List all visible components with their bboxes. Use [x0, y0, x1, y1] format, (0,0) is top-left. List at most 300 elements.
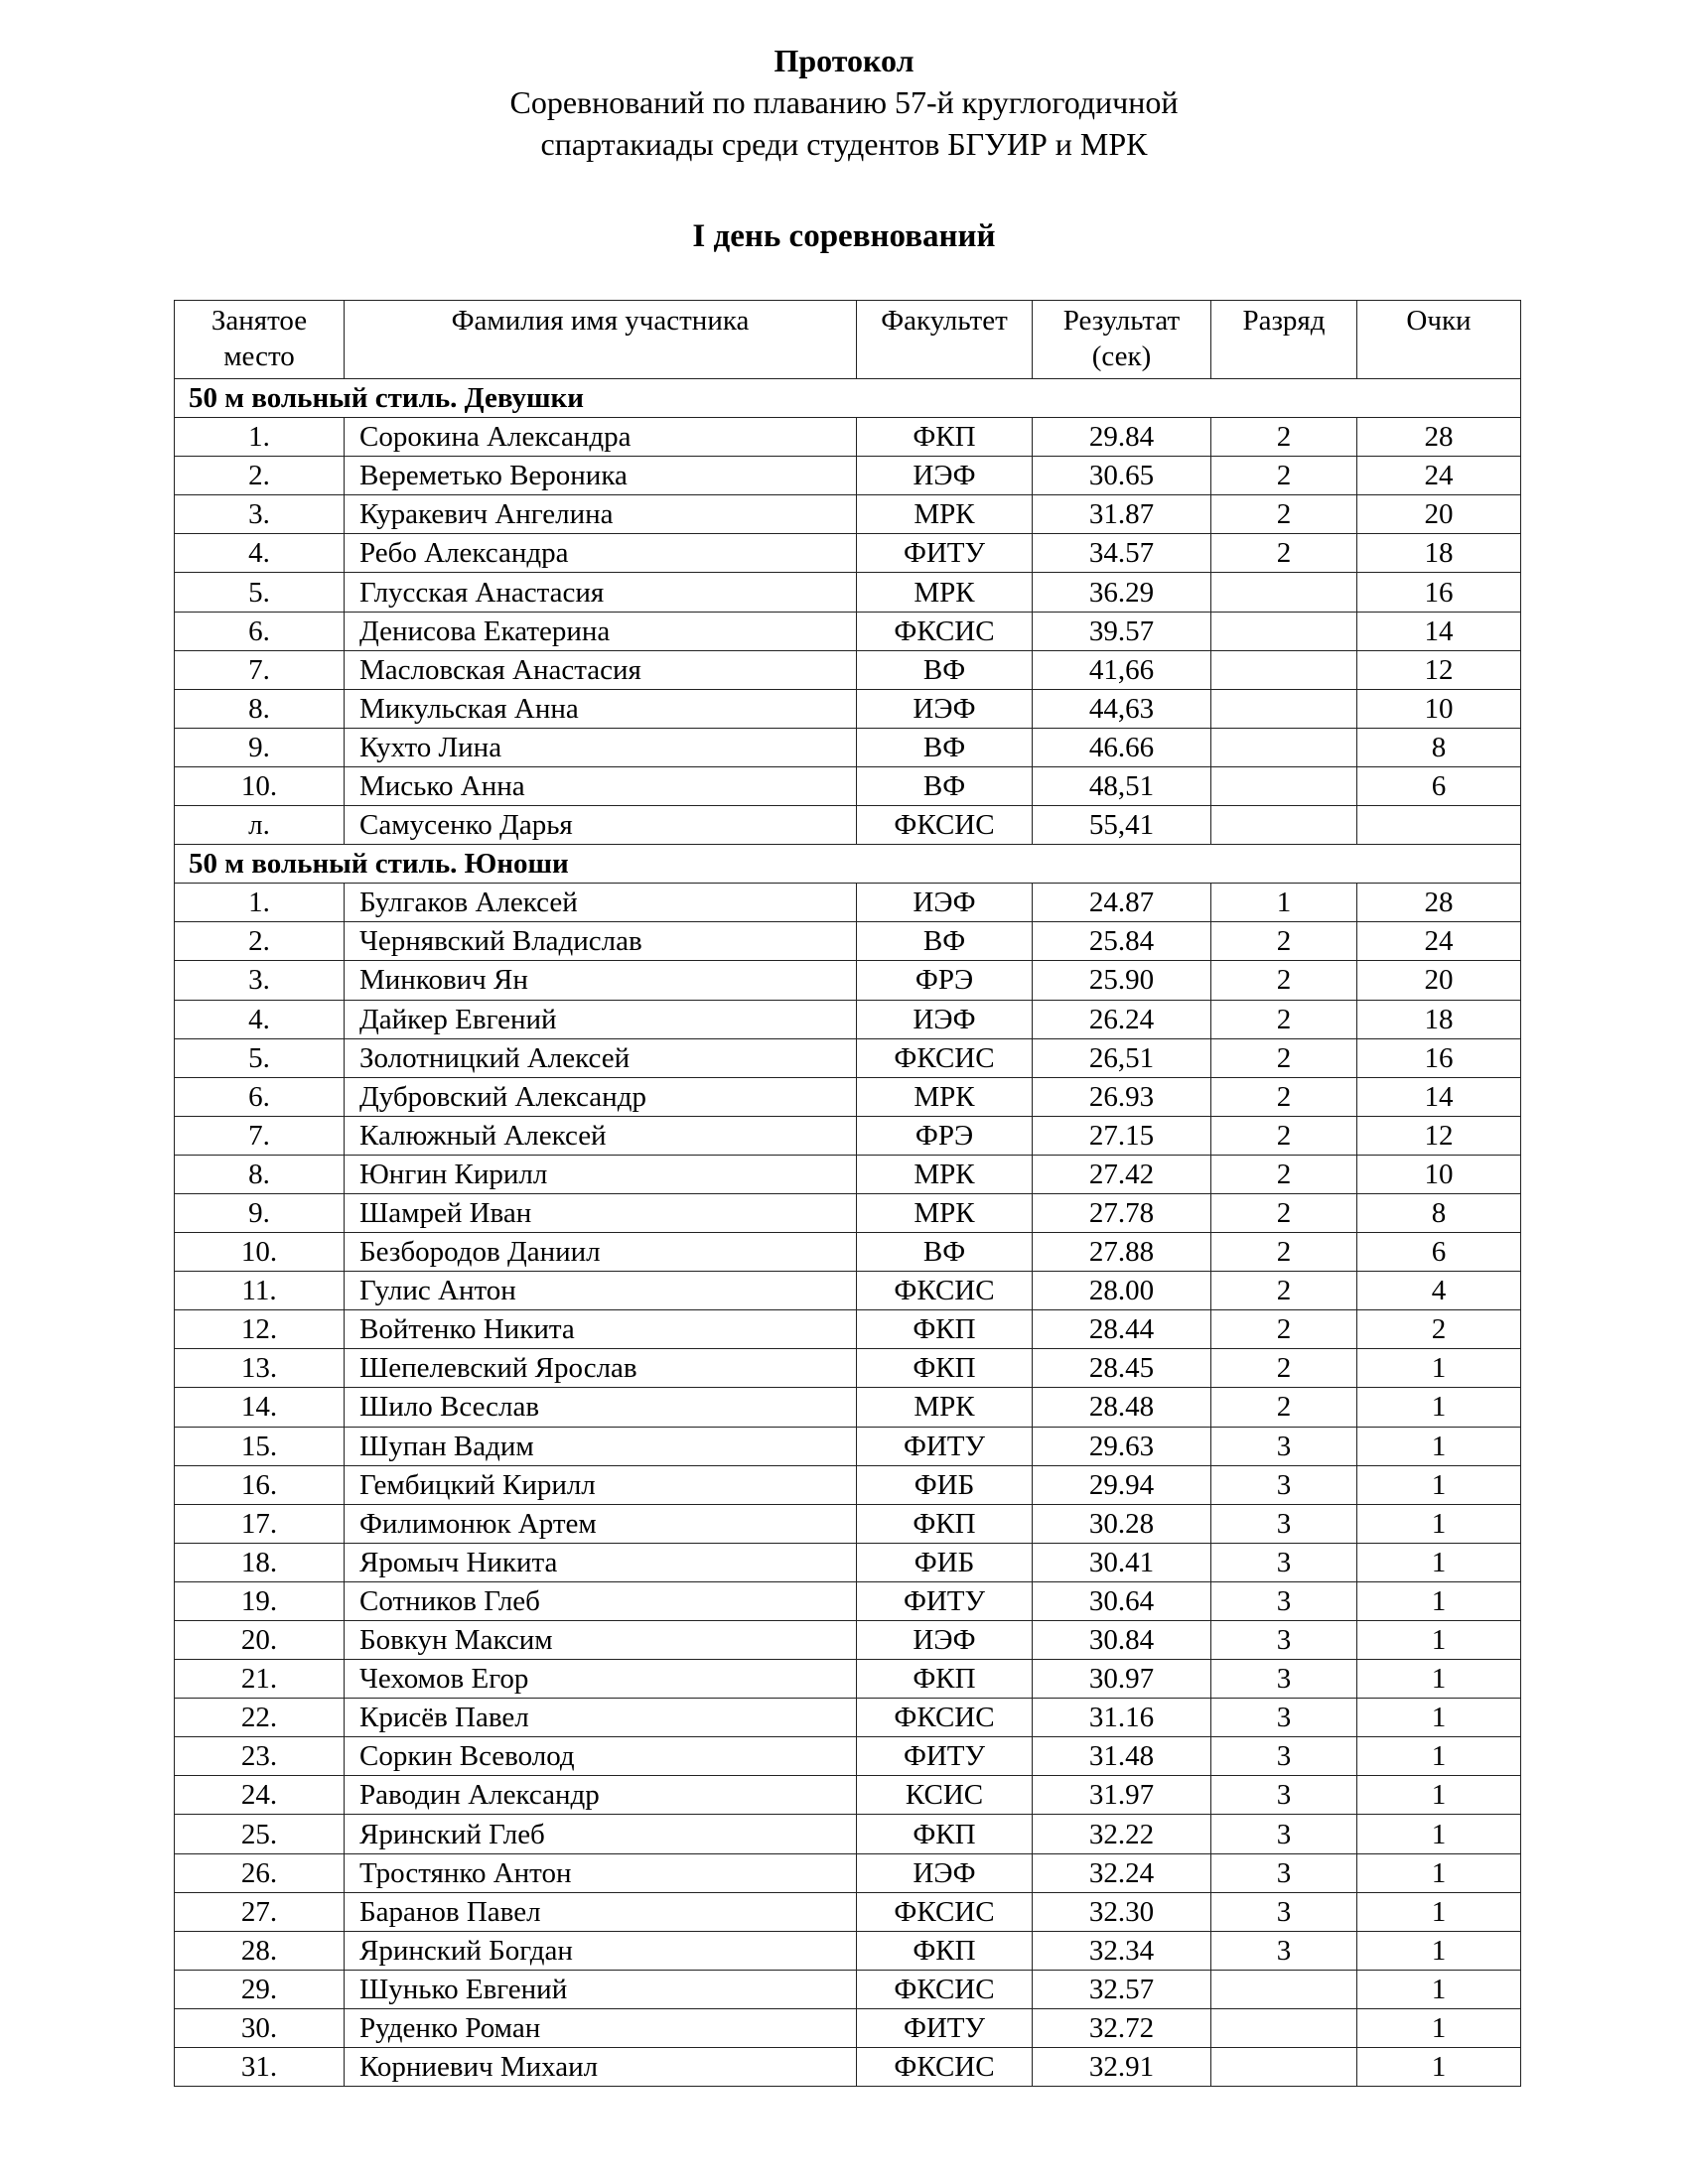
column-header-points: Очки [1357, 301, 1521, 379]
cell-result: 30.97 [1033, 1660, 1211, 1699]
cell-grade: 2 [1211, 1000, 1357, 1038]
section-title: 50 м вольный стиль. Девушки [175, 379, 1521, 418]
table-row [175, 1543, 1521, 1581]
cell-name: Сорокина Александра [345, 418, 857, 457]
table-row [175, 1699, 1521, 1737]
cell-points: 1 [1357, 1931, 1521, 1970]
cell-points: 1 [1357, 2008, 1521, 2047]
cell-place: 16. [175, 1465, 345, 1504]
cell-faculty: МРК [857, 1155, 1033, 1193]
cell-points: 6 [1357, 766, 1521, 805]
cell-result: 31.48 [1033, 1737, 1211, 1776]
cell-place: 12. [175, 1310, 345, 1349]
cell-points: 2 [1357, 1310, 1521, 1349]
cell-place: 10. [175, 766, 345, 805]
cell-place: 9. [175, 1193, 345, 1232]
cell-place: 23. [175, 1737, 345, 1776]
cell-name: Яромыч Никита [345, 1543, 857, 1581]
cell-place: 30. [175, 2008, 345, 2047]
cell-faculty: ФРЭ [857, 1116, 1033, 1155]
cell-place: 27. [175, 1892, 345, 1931]
table-row [175, 1193, 1521, 1232]
cell-faculty: ФКП [857, 418, 1033, 457]
cell-points: 1 [1357, 1349, 1521, 1388]
cell-result: 39.57 [1033, 612, 1211, 650]
cell-grade: 2 [1211, 534, 1357, 573]
cell-name: Чернявский Владислав [345, 922, 857, 961]
cell-faculty: ФИТУ [857, 1427, 1033, 1465]
cell-name: Баранов Павел [345, 1892, 857, 1931]
cell-result: 32.72 [1033, 2008, 1211, 2047]
cell-name: Войтенко Никита [345, 1310, 857, 1349]
table-row [175, 495, 1521, 534]
cell-points: 1 [1357, 2048, 1521, 2087]
cell-name: Чехомов Егор [345, 1660, 857, 1699]
cell-faculty: ВФ [857, 922, 1033, 961]
cell-name: Глусская Анастасия [345, 573, 857, 612]
cell-points: 18 [1357, 534, 1521, 573]
cell-grade: 3 [1211, 1504, 1357, 1543]
cell-grade: 3 [1211, 1581, 1357, 1620]
cell-name: Дубровский Александр [345, 1077, 857, 1116]
cell-result: 28.00 [1033, 1272, 1211, 1310]
cell-grade: 3 [1211, 1776, 1357, 1815]
cell-grade: 2 [1211, 1038, 1357, 1077]
table-row [175, 1465, 1521, 1504]
cell-points: 1 [1357, 1815, 1521, 1853]
cell-grade: 3 [1211, 1699, 1357, 1737]
cell-name: Тростянко Антон [345, 1853, 857, 1892]
cell-points: 14 [1357, 612, 1521, 650]
cell-result: 32.30 [1033, 1892, 1211, 1931]
cell-result: 30.41 [1033, 1543, 1211, 1581]
cell-grade [1211, 650, 1357, 689]
table-row [175, 612, 1521, 650]
cell-place: 15. [175, 1427, 345, 1465]
cell-grade [1211, 689, 1357, 728]
cell-grade: 2 [1211, 1193, 1357, 1232]
cell-points: 8 [1357, 728, 1521, 766]
table-row [175, 1581, 1521, 1620]
cell-points: 1 [1357, 1427, 1521, 1465]
table-row [175, 1970, 1521, 2008]
cell-faculty: МРК [857, 495, 1033, 534]
cell-result: 26.93 [1033, 1077, 1211, 1116]
cell-points: 1 [1357, 1892, 1521, 1931]
cell-faculty: ИЭФ [857, 457, 1033, 495]
cell-name: Яринский Богдан [345, 1931, 857, 1970]
cell-faculty: ФКП [857, 1504, 1033, 1543]
cell-points: 8 [1357, 1193, 1521, 1232]
cell-result: 32.57 [1033, 1970, 1211, 2008]
cell-place: 6. [175, 612, 345, 650]
cell-result: 29.94 [1033, 1465, 1211, 1504]
cell-name: Юнгин Кирилл [345, 1155, 857, 1193]
cell-grade: 3 [1211, 1931, 1357, 1970]
table-row [175, 1000, 1521, 1038]
section-header-row [175, 379, 1521, 418]
cell-result: 27.88 [1033, 1233, 1211, 1272]
cell-name: Раводин Александр [345, 1776, 857, 1815]
cell-faculty: ФКП [857, 1931, 1033, 1970]
cell-place: 3. [175, 495, 345, 534]
cell-faculty: ВФ [857, 766, 1033, 805]
column-header-result-line-2: (сек) [1091, 341, 1152, 372]
cell-name: Сотников Глеб [345, 1581, 857, 1620]
cell-faculty: ФРЭ [857, 961, 1033, 1000]
cell-name: Шунько Евгений [345, 1970, 857, 2008]
cell-grade: 2 [1211, 922, 1357, 961]
cell-place: 1. [175, 884, 345, 922]
cell-result: 44,63 [1033, 689, 1211, 728]
cell-result: 34.57 [1033, 534, 1211, 573]
cell-grade: 2 [1211, 1233, 1357, 1272]
table-row [175, 1853, 1521, 1892]
cell-faculty: ФКП [857, 1310, 1033, 1349]
cell-place: 4. [175, 534, 345, 573]
table-row [175, 1776, 1521, 1815]
table-row [175, 1892, 1521, 1931]
table-row [175, 1504, 1521, 1543]
cell-points: 10 [1357, 689, 1521, 728]
cell-points: 12 [1357, 650, 1521, 689]
table-row [175, 2048, 1521, 2087]
cell-grade: 2 [1211, 495, 1357, 534]
cell-faculty: ФИБ [857, 1465, 1033, 1504]
cell-grade: 2 [1211, 961, 1357, 1000]
cell-grade: 3 [1211, 1465, 1357, 1504]
cell-points: 1 [1357, 1970, 1521, 2008]
cell-grade: 3 [1211, 1427, 1357, 1465]
cell-grade: 2 [1211, 1116, 1357, 1155]
table-row [175, 1077, 1521, 1116]
cell-name: Калюжный Алексей [345, 1116, 857, 1155]
cell-result: 26.24 [1033, 1000, 1211, 1038]
cell-place: 17. [175, 1504, 345, 1543]
table-row [175, 1427, 1521, 1465]
cell-result: 25.90 [1033, 961, 1211, 1000]
cell-name: Шепелевский Ярослав [345, 1349, 857, 1388]
cell-grade: 3 [1211, 1543, 1357, 1581]
cell-points: 1 [1357, 1465, 1521, 1504]
cell-faculty: ИЭФ [857, 884, 1033, 922]
cell-result: 30.64 [1033, 1581, 1211, 1620]
column-header-result [1033, 301, 1211, 379]
cell-place: 5. [175, 573, 345, 612]
cell-faculty: МРК [857, 1193, 1033, 1232]
cell-name: Корниевич Михаил [345, 2048, 857, 2087]
cell-grade [1211, 806, 1357, 845]
cell-faculty: МРК [857, 1388, 1033, 1427]
cell-grade: 3 [1211, 1660, 1357, 1699]
cell-name: Микульская Анна [345, 689, 857, 728]
cell-place: 9. [175, 728, 345, 766]
cell-place: 31. [175, 2048, 345, 2087]
results-table [174, 300, 1521, 2087]
cell-points: 20 [1357, 961, 1521, 1000]
cell-place: 11. [175, 1272, 345, 1310]
cell-points: 1 [1357, 1581, 1521, 1620]
cell-name: Шупан Вадим [345, 1427, 857, 1465]
day-heading: I день соревнований [692, 218, 996, 254]
cell-place: 10. [175, 1233, 345, 1272]
cell-result: 46.66 [1033, 728, 1211, 766]
cell-place: 5. [175, 1038, 345, 1077]
cell-place: 25. [175, 1815, 345, 1853]
cell-place: 8. [175, 1155, 345, 1193]
cell-faculty: ВФ [857, 650, 1033, 689]
cell-points: 16 [1357, 573, 1521, 612]
cell-points: 1 [1357, 1660, 1521, 1699]
table-row [175, 1737, 1521, 1776]
results-body [175, 379, 1521, 2087]
cell-grade [1211, 612, 1357, 650]
cell-place: 28. [175, 1931, 345, 1970]
cell-points: 6 [1357, 1233, 1521, 1272]
cell-grade: 2 [1211, 1155, 1357, 1193]
cell-result: 30.84 [1033, 1621, 1211, 1660]
cell-place: 22. [175, 1699, 345, 1737]
table-row [175, 534, 1521, 573]
cell-result: 48,51 [1033, 766, 1211, 805]
table-row [175, 689, 1521, 728]
cell-grade: 1 [1211, 884, 1357, 922]
cell-grade: 3 [1211, 1737, 1357, 1776]
cell-place: 6. [175, 1077, 345, 1116]
cell-name: Ребо Александра [345, 534, 857, 573]
cell-name: Шамрей Иван [345, 1193, 857, 1232]
document-header [0, 40, 1688, 165]
table-row [175, 806, 1521, 845]
table-row [175, 1310, 1521, 1349]
cell-faculty: КСИС [857, 1776, 1033, 1815]
cell-result: 30.65 [1033, 457, 1211, 495]
cell-result: 31.16 [1033, 1699, 1211, 1737]
table-row [175, 650, 1521, 689]
cell-result: 27.42 [1033, 1155, 1211, 1193]
cell-result: 28.45 [1033, 1349, 1211, 1388]
cell-place: 20. [175, 1621, 345, 1660]
table-row [175, 766, 1521, 805]
table-row [175, 2008, 1521, 2047]
cell-name: Яринский Глеб [345, 1815, 857, 1853]
cell-name: Дайкер Евгений [345, 1000, 857, 1038]
cell-points: 18 [1357, 1000, 1521, 1038]
cell-name: Крисёв Павел [345, 1699, 857, 1737]
cell-faculty: ВФ [857, 728, 1033, 766]
cell-points: 10 [1357, 1155, 1521, 1193]
cell-faculty: ФКП [857, 1349, 1033, 1388]
cell-faculty: ФКСИС [857, 1699, 1033, 1737]
cell-place: л. [175, 806, 345, 845]
cell-points: 1 [1357, 1737, 1521, 1776]
cell-faculty: ФКСИС [857, 1892, 1033, 1931]
section-title: 50 м вольный стиль. Юноши [175, 845, 1521, 884]
table-row [175, 1931, 1521, 1970]
cell-name: Руденко Роман [345, 2008, 857, 2047]
section-header-row [175, 845, 1521, 884]
cell-result: 29.63 [1033, 1427, 1211, 1465]
cell-faculty: ФКСИС [857, 1038, 1033, 1077]
cell-name: Гембицкий Кирилл [345, 1465, 857, 1504]
cell-result: 31.97 [1033, 1776, 1211, 1815]
table-row [175, 961, 1521, 1000]
cell-result: 55,41 [1033, 806, 1211, 845]
cell-place: 2. [175, 457, 345, 495]
cell-grade [1211, 1970, 1357, 2008]
cell-faculty: ФИТУ [857, 2008, 1033, 2047]
cell-result: 28.44 [1033, 1310, 1211, 1349]
cell-points: 1 [1357, 1853, 1521, 1892]
table-row [175, 1233, 1521, 1272]
cell-grade: 2 [1211, 457, 1357, 495]
cell-faculty: ФКСИС [857, 806, 1033, 845]
column-header-name: Фамилия имя участника [345, 301, 857, 379]
cell-points: 4 [1357, 1272, 1521, 1310]
cell-grade: 3 [1211, 1853, 1357, 1892]
cell-result: 32.24 [1033, 1853, 1211, 1892]
cell-name: Бовкун Максим [345, 1621, 857, 1660]
cell-name: Безбородов Даниил [345, 1233, 857, 1272]
cell-name: Масловская Анастасия [345, 650, 857, 689]
cell-points [1357, 806, 1521, 845]
document-title: Протокол [774, 43, 914, 78]
table-row [175, 1038, 1521, 1077]
cell-points: 28 [1357, 418, 1521, 457]
cell-faculty: ИЭФ [857, 1000, 1033, 1038]
cell-grade [1211, 728, 1357, 766]
cell-grade [1211, 2048, 1357, 2087]
cell-place: 1. [175, 418, 345, 457]
table-row [175, 457, 1521, 495]
cell-result: 29.84 [1033, 418, 1211, 457]
table-header-row [175, 301, 1521, 379]
cell-name: Филимонюк Артем [345, 1504, 857, 1543]
cell-points: 28 [1357, 884, 1521, 922]
cell-grade [1211, 766, 1357, 805]
cell-faculty: ВФ [857, 1233, 1033, 1272]
cell-faculty: ФИТУ [857, 1581, 1033, 1620]
cell-grade: 3 [1211, 1815, 1357, 1853]
cell-faculty: ФИБ [857, 1543, 1033, 1581]
table-row [175, 1155, 1521, 1193]
cell-place: 21. [175, 1660, 345, 1699]
cell-faculty: ФКСИС [857, 612, 1033, 650]
document-subtitle-line-1: Соревнований по плаванию 57-й круглогодичной [509, 84, 1179, 120]
cell-result: 25.84 [1033, 922, 1211, 961]
cell-name: Куракевич Ангелина [345, 495, 857, 534]
cell-grade: 2 [1211, 1077, 1357, 1116]
cell-name: Соркин Всеволод [345, 1737, 857, 1776]
table-row [175, 884, 1521, 922]
cell-result: 32.34 [1033, 1931, 1211, 1970]
column-header-faculty: Факультет [857, 301, 1033, 379]
cell-points: 1 [1357, 1776, 1521, 1815]
column-header-place-line-2: место [223, 341, 295, 372]
document-subtitle-line-2: спартакиады среди студентов БГУИР и МРК [540, 126, 1148, 162]
table-row [175, 1815, 1521, 1853]
table-row [175, 1349, 1521, 1388]
cell-faculty: ИЭФ [857, 1853, 1033, 1892]
cell-points: 1 [1357, 1543, 1521, 1581]
table-row [175, 728, 1521, 766]
cell-points: 1 [1357, 1621, 1521, 1660]
table-row [175, 1272, 1521, 1310]
cell-place: 8. [175, 689, 345, 728]
cell-faculty: ФИТУ [857, 534, 1033, 573]
column-header-place [175, 301, 345, 379]
cell-place: 18. [175, 1543, 345, 1581]
cell-name: Самусенко Дарья [345, 806, 857, 845]
cell-faculty: ФКСИС [857, 1970, 1033, 2008]
cell-name: Гулис Антон [345, 1272, 857, 1310]
cell-name: Денисова Екатерина [345, 612, 857, 650]
cell-grade: 2 [1211, 418, 1357, 457]
table-row [175, 1621, 1521, 1660]
cell-points: 14 [1357, 1077, 1521, 1116]
cell-name: Булгаков Алексей [345, 884, 857, 922]
cell-points: 20 [1357, 495, 1521, 534]
cell-place: 13. [175, 1349, 345, 1388]
cell-place: 2. [175, 922, 345, 961]
cell-place: 3. [175, 961, 345, 1000]
cell-result: 32.91 [1033, 2048, 1211, 2087]
cell-faculty: МРК [857, 1077, 1033, 1116]
cell-points: 1 [1357, 1699, 1521, 1737]
cell-result: 27.15 [1033, 1116, 1211, 1155]
cell-name: Вереметько Вероника [345, 457, 857, 495]
cell-place: 14. [175, 1388, 345, 1427]
table-row [175, 573, 1521, 612]
cell-grade: 3 [1211, 1892, 1357, 1931]
table-row [175, 1116, 1521, 1155]
column-header-result-line-1: Результат [1062, 305, 1181, 337]
cell-grade: 2 [1211, 1310, 1357, 1349]
cell-grade: 3 [1211, 1621, 1357, 1660]
cell-place: 4. [175, 1000, 345, 1038]
cell-faculty: ФКСИС [857, 1272, 1033, 1310]
cell-faculty: ФКП [857, 1660, 1033, 1699]
cell-name: Минкович Ян [345, 961, 857, 1000]
cell-faculty: ФКСИС [857, 2048, 1033, 2087]
cell-grade [1211, 2008, 1357, 2047]
cell-faculty: ИЭФ [857, 1621, 1033, 1660]
cell-result: 24.87 [1033, 884, 1211, 922]
cell-result: 36.29 [1033, 573, 1211, 612]
cell-grade [1211, 573, 1357, 612]
cell-points: 1 [1357, 1388, 1521, 1427]
cell-faculty: ФКП [857, 1815, 1033, 1853]
cell-name: Мисько Анна [345, 766, 857, 805]
cell-grade: 2 [1211, 1388, 1357, 1427]
cell-name: Золотницкий Алексей [345, 1038, 857, 1077]
cell-name: Шило Всеслав [345, 1388, 857, 1427]
cell-result: 32.22 [1033, 1815, 1211, 1853]
table-row [175, 1660, 1521, 1699]
cell-place: 7. [175, 1116, 345, 1155]
table-row [175, 922, 1521, 961]
cell-result: 31.87 [1033, 495, 1211, 534]
cell-points: 12 [1357, 1116, 1521, 1155]
cell-points: 24 [1357, 922, 1521, 961]
cell-grade: 2 [1211, 1272, 1357, 1310]
cell-place: 19. [175, 1581, 345, 1620]
cell-result: 27.78 [1033, 1193, 1211, 1232]
cell-faculty: ИЭФ [857, 689, 1033, 728]
cell-place: 29. [175, 1970, 345, 2008]
cell-result: 41,66 [1033, 650, 1211, 689]
cell-place: 7. [175, 650, 345, 689]
